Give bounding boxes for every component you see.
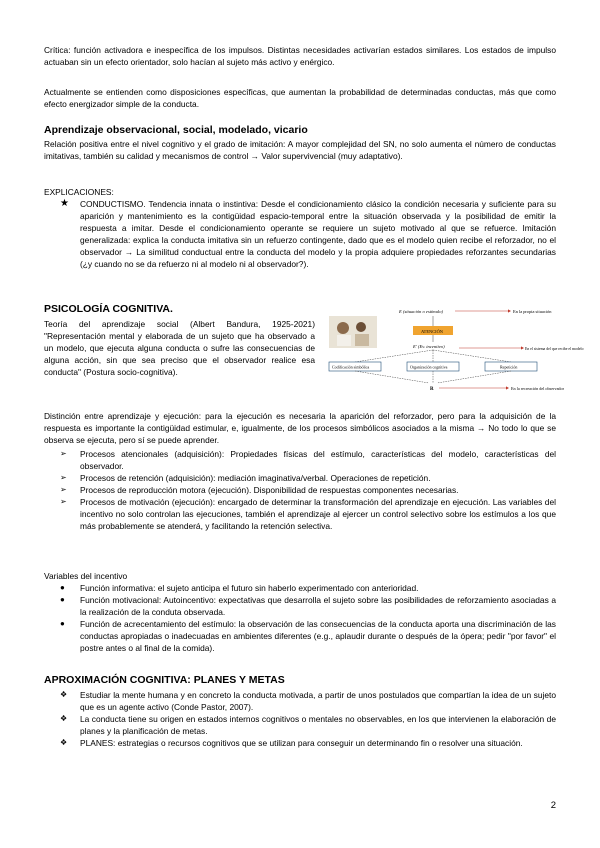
bandura-paragraph: Teoría del aprendizaje social (Albert Bandura, 1925-2021) "Representación mental y elaborada de un sujeto que ha observado a un modelo, que ejecuta alguna conducta o sufre las consecuencias de alguna acción, sin que sea preciso que el observador realice esa conducta" (Postura socio-cognitiva). [44,319,315,377]
mid-label: E' (Ev. incentivo) [413,344,445,349]
dot-bullet-icon: ● [60,583,65,592]
critica-paragraph: Crítica: función activadora e inespecífica de los impulsos. Distintas necesidades activarían estados similares. Los estados de impulso actuaban sin un efecto orientador, solo hacían al sujeto más activo y enérgico. [44,45,556,67]
star-bullet-icon: ★ [60,198,69,209]
diagram-svg [325,306,584,396]
connector [437,371,511,383]
box-organizacion-label: Organización cognitiva [410,364,448,370]
list-item: ➢ Procesos de reproducción motora (ejecución). Disponibilidad de respuestas componentes necesarias. [60,485,459,495]
box-codificacion-label: Codificación simbólica [332,364,370,370]
aproximacion-list [60,689,556,749]
top-right-label: En la propia situación [513,309,552,314]
arrow-head [521,346,524,349]
photo-shape-2 [355,334,369,346]
explicaciones-label: EXPLICACIONES: [44,187,114,197]
list-item: ● Función informativa: el sujeto anticipa el futuro sin haberlo experimentado con anterioridad. [60,583,419,593]
page-number: 2 [550,800,556,811]
explicaciones-list [60,198,556,270]
list-item: ❖ PLANES: estrategias o recursos cognitivos que se utilizan para conseguir un determinando fin o resolver una situación. [60,738,523,748]
aprendizaje-paragraph: Relación positiva entre el nivel cognitivo y el grado de imitación: A mayor complejidad del SN, no solo aumenta el número de conductas imitativas, también su calidad y mecanismos de control → Valor supervivencial (muy adaptativo). [44,139,556,161]
diamond-bullet-icon: ❖ [60,690,68,699]
bottom-right-label: En la recreación del observador [511,386,565,391]
list-item: ➢ Procesos atencionales (adquisición): Propiedades físicas del estímulo, características del modelo, características del observador. [60,449,556,471]
list-item: ★ CONDUCTISMO. Tendencia innata o instintiva: Desde el condicionamiento clásico la condición necesaria y suficiente para su aparición y mantenimiento es la contigüidad espacio-temporal entre la situación observada y la posibilidad de emitir la respuesta a imitar. Desde el condicionamiento operante se requiere un sujeto motivado al que se refuerce. Imitación generalizada: explica la conducta imitativa sin un refuerzo contingente, dado que es el modelo quien recibe el reforzador, no el observador → La similitud conductual entre la conducta del modelo y la propia adquiere propiedades reforzantes secundarias (¿y cuando no se da refuerzo ni al modelo ni al observador?). [60,198,556,269]
aproximacion-heading: APROXIMACIÓN COGNITIVA: PLANES Y METAS [44,674,285,686]
procesos-list [60,448,556,532]
list-item: ● Función de acrecentamiento del estímulo: la observación de las consecuencias de la conducta aporta una discriminación de las conductas apropiadas o inadecuadas en ambientes diferentes (e.g., aplaudir durante o después de la ópera; pedir "por favor" el postre antes o al final de la comida). [60,619,556,653]
r-label: R [430,387,434,392]
diamond-bullet-icon: ❖ [60,714,68,723]
connector [433,350,511,362]
list-item: ➢ Procesos de retención (adquisición): mediación imaginativa/verbal. Operaciones de repetición. [60,473,431,483]
list-item: ● Función motivacional: Autoincentivo: expectativas que desarrolla el sujeto sobre las posibilidades de reforzamiento asociadas a la realización de la conduta observada. [60,595,556,617]
arrow-bullet-icon: ➢ [60,485,67,494]
variables-title: Variables del incentivo [44,571,128,581]
list-item: ➢ Procesos de motivación (ejecución): encargado de determinar la transformación del aprendizaje en ejecución. Las variables del incentivo no solo controlan las ejecuciones, también el aprendizaje al ejercer un control selectivo sobre los estímulos a los que más probablemente se atenderá, y facilitando la retención selectiva. [60,497,556,531]
list-item: ❖ Estudiar la mente humana y en concreto la conducta motivada, a partir de unos postulados que compartían la idea de un sujeto que es un agente activo (Conde Pastor, 2007). [60,690,556,712]
bandura-diagram [325,306,584,396]
photo-person-2 [356,322,366,332]
psicologia-heading: PSICOLOGÍA COGNITIVA. [44,303,173,315]
box-repeticion-label: Repetición [500,364,518,370]
top-label: E (situación o estímulo) [399,309,444,314]
arrow-head [506,386,509,389]
arrow-bullet-icon: ➢ [60,497,67,506]
connector [355,350,433,362]
aprendizaje-heading: Aprendizaje observacional, social, modelado, vicario [44,124,308,136]
arrow-bullet-icon: ➢ [60,473,67,482]
photo-person-1 [337,322,349,334]
dot-bullet-icon: ● [60,619,65,628]
photo-image [329,316,377,348]
distincion-paragraph: Distinción entre aprendizaje y ejecución: para la ejecución es necesaria la aparición del reforzador, pero para la adquisición de la respuesta es importante la contigüidad estimular, e, igualmente, de los procesos simbólicos asociados a la misma → No todo lo que se observa se ejecuta, pero sí se puede aprender. [44,411,556,445]
dot-bullet-icon: ● [60,595,65,604]
arrow-bullet-icon: ➢ [60,449,67,458]
photo-shape-1 [337,335,351,346]
variables-list [60,582,556,654]
list-item: ❖ La conducta tiene su origen en estados internos cognitivos o mentales no observables, en los que intervienen la elaboración de planes y la planificación de metas. [60,714,556,736]
diamond-bullet-icon: ❖ [60,738,68,747]
attention-label: ATENCIÓN [421,329,443,334]
connector [355,371,429,383]
actualmente-paragraph: Actualmente se entienden como disposiciones específicas, que aumentan la probabilidad de determinadas conductas, más que como efecto energizador simple de la conducta. [44,87,556,109]
arrow-head [508,309,511,312]
mid-right-label: En el sistema del que recibe el modelo [525,347,584,351]
